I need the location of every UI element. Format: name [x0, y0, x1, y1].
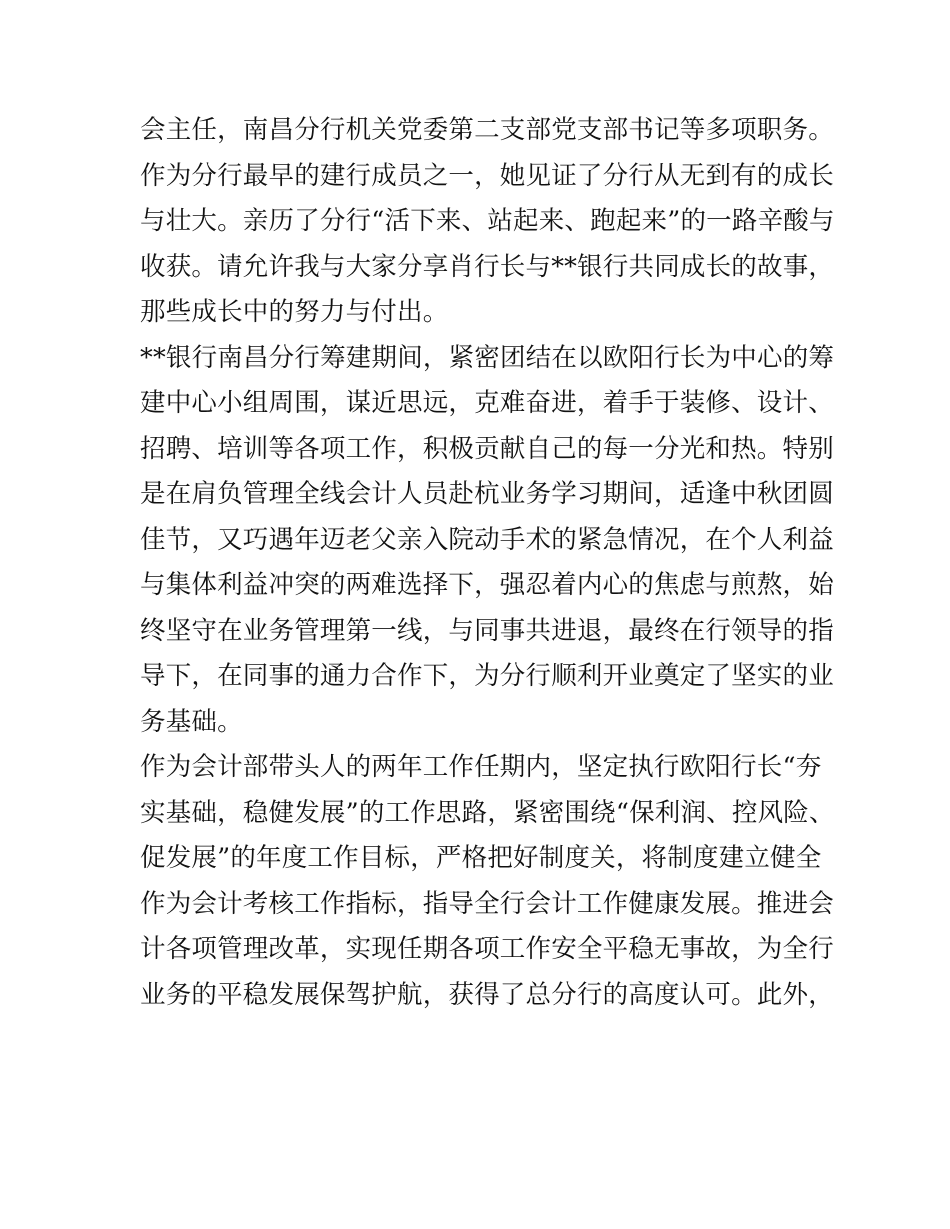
text-line: 作为会计部带头人的两年工作任期内，坚定执行欧阳行长“夯 [140, 752, 822, 782]
text-line: 业务的平稳发展保驾护航，获得了总分行的高度认可。此外， [140, 979, 834, 1010]
text-line: 促发展”的年度工作目标，严格把好制度关，将制度建立健全 [140, 843, 822, 873]
text-line: 招聘、培训等各项工作，积极贡献自己的每一分光和热。特别 [140, 433, 834, 464]
text-line: 计各项管理改革，实现任期各项工作安全平稳无事故，为全行 [140, 934, 834, 964]
text-line: **银行南昌分行筹建期间，紧密团结在以欧阳行长为中心的筹 [140, 342, 835, 373]
text-line: 终坚守在业务管理第一线，与同事共进退，最终在行领导的指 [140, 615, 834, 646]
text-line: 导下，在同事的通力合作下，为分行顺利开业奠定了坚实的业 [140, 661, 834, 691]
text-line: 收获。请允许我与大家分享肖行长与**银行共同成长的故事， [140, 251, 835, 282]
text-line: 是在肩负管理全线会计人员赴杭业务学习期间，适逢中秋团圆 [140, 479, 834, 509]
text-line: 佳节，又巧遇年迈老父亲入院动手术的紧急情况，在个人利益 [140, 524, 834, 555]
text-line: 建中心小组周围，谋近思远，克难奋进，着手于装修、设计、 [140, 388, 834, 418]
text-line: 与壮大。亲历了分行“活下来、站起来、跑起来”的一路辛酸与 [140, 206, 835, 236]
text-line: 与集体利益冲突的两难选择下，强忍着内心的焦虑与煎熬，始 [140, 570, 834, 600]
text-line: 实基础，稳健发展”的工作思路，紧密围绕“保利润、控风险、 [140, 797, 835, 828]
text-line: 会主任，南昌分行机关党委第二支部党支部书记等多项职务。 [140, 115, 834, 145]
text-line: 务基础。 [140, 706, 243, 737]
body-text [140, 108, 835, 1018]
text-line: 那些成长中的努力与付出。 [140, 297, 449, 327]
text-line: 作为分行最早的建行成员之一，她见证了分行从无到有的成长 [140, 160, 834, 191]
text-line: 作为会计考核工作指标，指导全行会计工作健康发展。推进会 [140, 888, 834, 919]
